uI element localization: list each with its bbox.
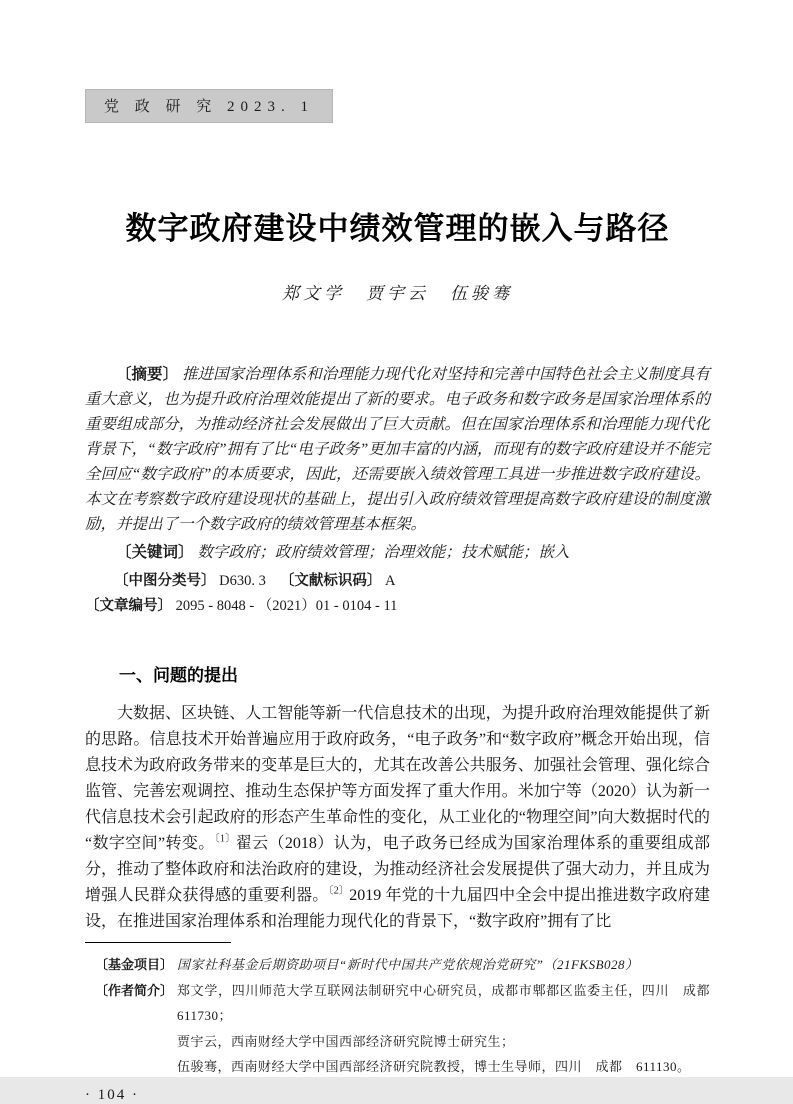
doc-code-value: A [384, 573, 396, 589]
front-matter [85, 362, 710, 619]
abstract-text: 推进国家治理体系和治理能力现代化对坚持和完善中国特色社会主义制度具有重大意义，也为提升政府治理效能提出了新的要求。电子政务和数字政务是国家治理体系的重要组成部分，为推动经济社会发展做出了巨大贡献。但在国家治理体系和治理能力现代化背景下，“数字政府”拥有了比“电子政务”更加丰富的内涵，而现有的数字政府建设并不能完全回应“数字政府”的本质要求，因此，还需要嵌入绩效管理工具进一步推进数字政府建设。本文在考察数字政府建设现状的基础上，提出引入政府绩效管理提高数字政府建设的制度激励，并提出了一个数字政府的绩效管理基本框架。 [85, 366, 710, 533]
journal-header-badge: 党 政 研 究 2023. 1 [85, 89, 333, 123]
page-content [85, 89, 724, 1080]
author-bio-entry: 郑文学，四川师范大学互联网法制研究中心研究员，成都市郫都区监委主任，四川 成都 611730； [177, 982, 724, 1023]
fund-project-text: 国家社科基金后期资助项目“新时代中国共产党依规治党研究”（21FKSB028） [177, 957, 639, 972]
clc-value: D630. 3 [219, 573, 266, 589]
keywords-text: 数字政府；政府绩效管理；治理效能；技术赋能；嵌入 [197, 544, 570, 561]
author-bio-entry: 伍骏骞，西南财经大学中国西部经济研究院教授，博士生导师，四川 成都 611130。 [177, 1059, 691, 1074]
clc-label: 〔中图分类号〕 [114, 573, 216, 589]
footnote-ref-2: 〔2〕 [328, 885, 350, 897]
footnotes-block [85, 952, 724, 1080]
footnote-ref-1: 〔1〕 [214, 833, 236, 845]
article-id-label: 〔文章编号〕 [85, 598, 172, 614]
body-paragraph [85, 701, 710, 935]
classification-line [85, 569, 710, 619]
abstract-paragraph [85, 362, 710, 537]
abstract-label: 〔摘要〕 [116, 366, 179, 383]
author-bio-entry: 贾宇云，西南财经大学中国西部经济研究院博士研究生； [177, 1033, 515, 1049]
body-text-part1: 大数据、区块链、人工智能等新一代信息技术的出现，为提升政府治理效能提供了新的思路。信息技术开始普遍应用于政府政务，“电子政务”和“数字政府”概念开始出现，信息技术为政府政务带来的变革是巨大的，尤其在改善公共服务、加强社会管理、强化综合监管、完善宏观调控、推动生态保护等方面发挥了重大作用。米加宁等（2020）认为新一代信息技术会引起政府的形态产生革命性的变化，从工业化的“物理空间”向大数据时代的“数字空间”转变。 [85, 705, 710, 852]
author-bio-label: 〔作者简介〕 [95, 982, 174, 998]
fund-project-row [95, 952, 710, 978]
body-text-part2: 翟云（2018）认为，电子政务已经成为国家治理体系的重要组成部分，推动了整体政府和法治政府的建设，为推动经济社会发展提供了强大动力，并且成为增强人民群众获得感的重要利器。 [85, 835, 710, 904]
page-number: · 104 · [85, 1086, 139, 1103]
author-bio-list [177, 978, 724, 1080]
doc-code-label: 〔文献标识码〕 [279, 573, 382, 589]
article-title: 数字政府建设中绩效管理的嵌入与路径 [125, 211, 670, 246]
authors-line: 郑文学 贾宇云 伍骏骞 [282, 284, 513, 303]
keywords-line [85, 540, 710, 565]
article-id-value: 2095 - 8048 - （2021）01 - 0104 - 11 [175, 598, 398, 614]
author-bio-row [95, 978, 724, 1080]
section-heading: 一、问题的提出 [119, 666, 238, 685]
fund-project-label: 〔基金项目〕 [95, 957, 174, 972]
footnote-separator [85, 942, 231, 943]
body-text-part3: 2019 年党的十九届四中全会中提出推进数字政府建设，在推进国家治理体系和治理能力现代化的背景下，“数字政府”拥有了比 [85, 887, 710, 930]
keywords-label: 〔关键词〕 [116, 544, 194, 561]
